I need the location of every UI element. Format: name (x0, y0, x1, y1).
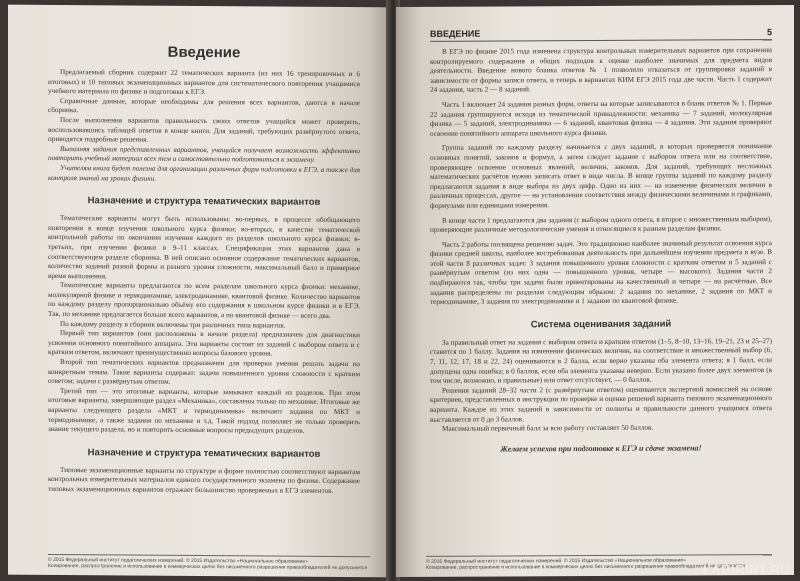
running-head (430, 27, 772, 42)
closing-wish: Желаем успехов при подготовке к ЕГЭ и сдаче экзамена! (500, 443, 702, 454)
paragraph: Первый тип вариантов (они расположены в начале раздела) предназначен для диагностики усвоения основного понятийного аппарата. Эти варианты состоят из заданий с выбором ответа и с кратким ответом, включают преимущественно вопросы базового уровня. (48, 329, 360, 358)
paragraph: За правильный ответ на задания с выбором ответа и кратким ответом (1–5, 8–10, 13–16, 19–21, 23 и 25–27) ставится по 1 баллу. Задания на изменение физических величин, на соответствие и множественный выбор (6, 7, 11, 12, 17, 18 и 22, 24) оцениваются в 2 балла, если верно указаны оба элемента ответа; в 1 балл, если допущена одна ошибка; в 0 баллов, если оба элемента указаны неверно. Если указано более двух элементов (в том числе, возможно, и правильные) или ответ отсутствует, — 0 баллов. (430, 336, 772, 386)
paragraph: Часть 1 включает 24 задания разных форм, ответы на которые записываются в бланк ответов № 1. Первые 22 задания группируются исходя из тематической принадлежности: механика — 7 заданий, молекулярная физика — 5 заданий, электродинамика — 6 заданий, квантовая физика — 4 задания. Эти задания проверяют освоение понятийного аппарата школьного курса физики. (430, 99, 772, 138)
right-page (396, 5, 794, 577)
left-page (8, 5, 390, 578)
copyright-line: © 2015 Федеральный институт педагогических измерений. © 2015 Издательство «Национальное образование» (426, 557, 686, 565)
paragraph: Типовые экзаменационные варианты по структуре и форме полностью соответствуют вариантам контрольных измерительных материалов единого государственного экзамена по физике. Содержание типовых экзаменационных вариантов отражает большинство проверяемых в ЕГЭ элементов. (48, 465, 360, 495)
section-text (48, 214, 360, 437)
copyright-line: © 2015 Федеральный институт педагогических измерений. © 2015 Издательство «Национальное образование» (48, 556, 308, 565)
copyright-line: Копирование, распространение и использование в коммерческих целях без письменного разрешения правообладателей не допускается (48, 562, 368, 572)
section-heading: Назначение и структура тематических вариантов (87, 447, 321, 460)
paragraph: Тематические варианты могут быть использованы: во-первых, в процессе обобщающего повторения в конце изучения школьного курса физики; во-вторых, в качестве тематической контрольной работы по окончании изучения каждого из разделов школьного курса физики; в-третьих, при изучении физики в 9–11 классах. Спецификация этих вариантов дана в соответствующем разделе сборника. В ней описано основное содержание тематических вариантов, количество заданий разной формы и разного уровня сложности, максимальный балл и примерное время выполнения. (48, 214, 360, 281)
paragraph: Справочные данные, которые необходимы для решения всех вариантов, даются в начале сборника. (48, 96, 360, 115)
paragraph: Часть 2 работы посвящена решению задач. Это традиционно наиболее значимый результат освоения курса физики средней школы, наиболее востребованная деятельность при дальнейшем изучении предмета в вузе. В этой части 8 различных задач: 3 задания повышенного уровня сложности с кратким ответом и 5 заданий с развёрнутым ответом (из них одна — повышенного уровня, четыре — высокого). Задания части 2 подбираются так, чтобы три задачи были ориентированы на качественный и четыре — на расчётные. Все задания распределены по разделам следующим образом: 2 задания по механике, 2 задания по МКТ и термодинамике, 3 задания по электродинамике и 1 задание по квантовой физике. (430, 238, 772, 307)
paragraph: Группа заданий по каждому разделу начинается с двух заданий, в которых проверяется понимание основных понятий, законов и формул, а затем следует задание с выбором ответа или на соответствие, проверяющее освоение основных явлений, величин, законов. Для заданий, требующих несложных математических расчётов нужно записать ответ в виде числа. В конце группы заданий по каждому разделу предлагаются задания в виде выбора из двух цифр. Одно из них — на изменение физических величин в различных процессах, другое — на установление соответствия между физическими величинами и графиками, формулами или единицами измерения. (430, 142, 772, 210)
paragraph: В конце части 1 предлагаются два задания (с выбором одного ответа, в второе с множественным выбором), проверяющие различные методологические умения и относящиеся к разным разделам физики. (430, 214, 772, 234)
running-head-title: ВВЕДЕНИЕ (430, 28, 481, 39)
watermark-logo: LABIRINT.RU (702, 562, 790, 577)
section-text (430, 337, 772, 435)
paragraph: Третий тип — это итоговые варианты, которые замыкают каждый из разделов. При этом итоговые варианты, завершающие раздел «Механика», составлены только по механике. Итоговые же варианты следующего раздела «МКТ и термодинамика» включают задания по МКТ и термодинамике, а также задания по механике и т.д. Такой подход позволяет не только проверить знание текущего раздела, но и повторить основные вопросы предыдущих разделов. (48, 386, 360, 435)
paragraph: Предлагаемый сборник содержит 22 тематических варианта (из них 16 тренировочных и 6 итоговых) и 10 типовых экзаменационных вариантов для систематического повторения учащимися учебного материала по физике и подготовки к ЕГЭ. (48, 68, 360, 97)
page-title: Введение (167, 43, 241, 62)
paragraph: Выполняя задания представленных вариантов, учащийся получает возможность эффективно повторить учебный материал всех тем и самостоятельно подготовиться к экзамену. (48, 144, 360, 165)
page-footer (48, 554, 370, 571)
paragraph: После выполнения вариантов правильность своих ответов учащийся может проверить, воспользовавшись таблицей ответов в конце книги. Для заданий, требующих развёрнутого ответа, приводятся подробные решения. (48, 115, 360, 144)
paragraph: Максимальный первичный балл за всю работу составляет 50 баллов. (442, 423, 654, 433)
page-number: 5 (766, 27, 772, 38)
paragraph: Учителям книга будет полезна для организации различных форм подготовки к ЕГЭ, а также для контроля знаний на уроках физики. (48, 163, 360, 183)
intro-text (430, 46, 772, 308)
intro-text (48, 68, 360, 185)
paragraph: По каждому разделу в сборник включены три различных типа вариантов. (60, 319, 286, 330)
copyright-line: Копирование, распространение и использование в коммерческих целях без письменного разрешения правообладателей не допускается (426, 563, 746, 571)
paragraph: Тематические варианты предлагаются по всем разделам школьного курса физики: механике, молекулярной физике и термодинамике, электродинамике, квантовой физике. Количество вариантов по каждому разделу пропорционально объёму его содержания в школьном курсе физики и в ЕГЭ. Так, по механике предлагается больше всего вариантов, а по квантовой физике — всего два. (48, 281, 360, 320)
section-text (48, 466, 360, 497)
paragraph: В ЕГЭ по физике 2015 года изменена структура контрольных измерительных вариантов при сохранении контролируемого содержания и общих подходов к оценке наиболее значимых для предмета видов деятельности. Введение нового бланка ответов № 1 позволило отказаться от группировки заданий в зависимости от формы записи ответа, и теперь в вариантах КИМ ЕГЭ 2015 года две части. Часть 1 содержит 24 задания, часть 2 — 8 заданий. (430, 46, 772, 95)
section-heading: Система оценивания заданий (530, 318, 672, 331)
section-heading: Назначение и структура тематических вариантов (87, 195, 321, 208)
paragraph: Решения заданий 28–32 части 2 (с развёрнутым ответом) оцениваются экспертной комиссией на основе критериев, представленных в инструкции по проверке и оценке решений варианта типового экзаменационного варианта. Каждое из этих заданий в зависимости от полноты и правильности данного учащимся ответа выставляется от 0 до 3 баллов. (430, 384, 772, 424)
paragraph: Второй тип тематических вариантов предназначен для проверки умения решать задачи по конкретным темам. Такие варианты содержат: задачи повышенного уровня сложности с кратким ответом; задачи с развёрнутым ответом. (48, 358, 360, 387)
